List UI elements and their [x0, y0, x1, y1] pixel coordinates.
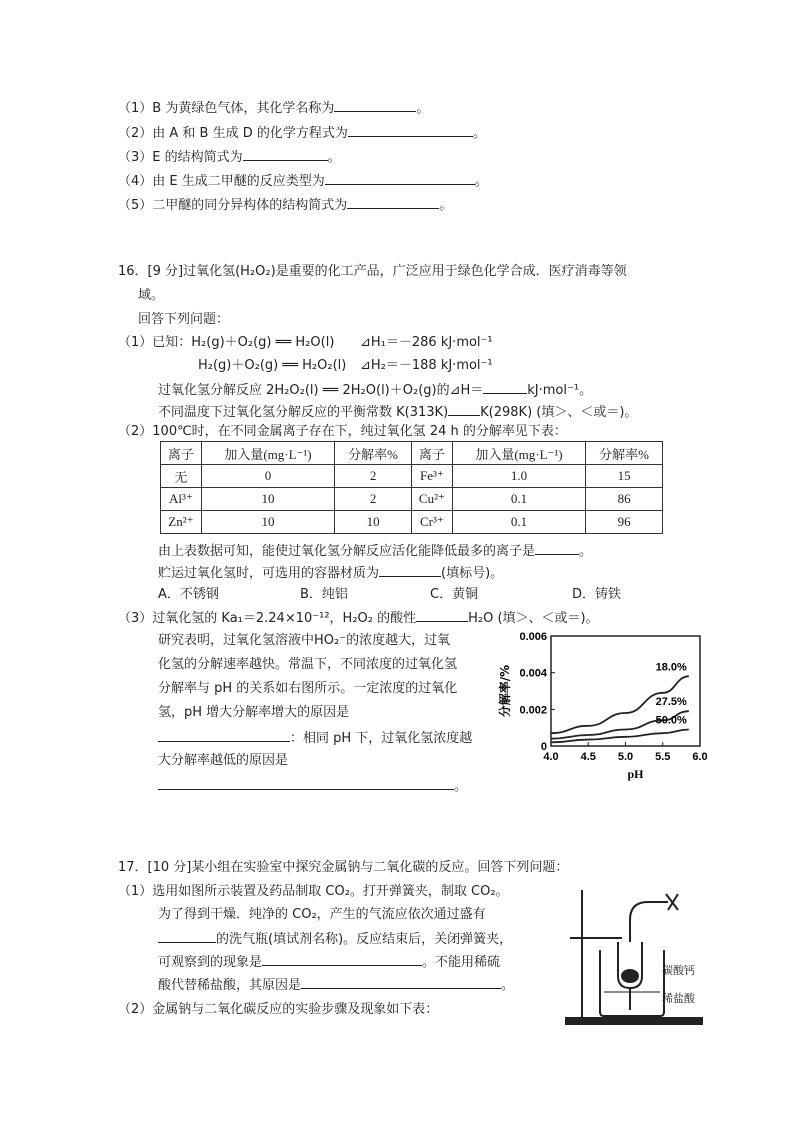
q15-line-5-text: （5）二甲醚的同分异构体的结构简式为 — [118, 198, 348, 213]
q16-part3-question-text: （3）过氧化氢的 Ka₁＝2.24×10⁻¹²，H₂O₂ 的酸性 — [118, 611, 417, 626]
stand-base — [566, 1018, 702, 1024]
answer-blank[interactable] — [348, 122, 473, 137]
q16-part1-question-text: 过氧化氢分解反应 2H₂O₂(l) ══ 2H₂O(l)＋O₂(g)的⊿H＝ — [158, 383, 484, 398]
table-cell: Zn²⁺ — [161, 511, 202, 534]
answer-blank[interactable] — [158, 928, 216, 943]
q15-line-3 — [118, 146, 341, 168]
series-label: 50.0% — [655, 714, 687, 727]
answer-blank[interactable] — [301, 974, 501, 989]
q16-part3-text-6: 大分解率越低的原因是 — [158, 753, 289, 768]
q17-part1-line5-text: 酸代替稀盐酸，其原因是 — [158, 978, 302, 993]
q16-part1-dh2: ⊿H₂＝－188 kJ·mol⁻¹ — [360, 358, 493, 373]
q16-part1-question — [158, 379, 592, 401]
q15-line-3-end: 。 — [327, 150, 341, 165]
q16-part3-text-7-end: 。 — [454, 779, 468, 794]
option-b[interactable]: B．纯铝 — [300, 587, 348, 602]
q16-part3-text-1: 研究表明，过氧化氢溶液中HO₂⁻的浓度越大，过氧 — [158, 633, 451, 648]
answer-blank[interactable] — [483, 379, 527, 394]
option-c[interactable]: C．黄铜 — [430, 587, 479, 602]
table-cell: 2 — [335, 488, 412, 511]
q16-part2-question1-text: 由上表数据可知，能使过氧化氢分解反应活化能降低最多的离子是 — [158, 544, 536, 559]
q17-part1-line5-end: 。 — [501, 978, 515, 993]
q15-line-5 — [118, 194, 452, 216]
table-header-row — [161, 442, 663, 465]
q17-part1-line5 — [158, 974, 514, 996]
answer-blank[interactable] — [416, 607, 468, 622]
decomposition-ph-chart — [495, 628, 720, 788]
table-cell: 0.1 — [452, 511, 585, 534]
answer-blank[interactable] — [535, 540, 579, 555]
q16-header: 16．[9 分]过氧化氢(H₂O₂)是重要的化工产品，广泛应用于绿色化学合成．医疗消毒等领 — [118, 264, 627, 279]
q16-part1-equilibrium-end: K(298K) (填＞、＜或＝)。 — [480, 405, 638, 420]
table-header-cell: 加入量(mg·L⁻¹) — [452, 442, 585, 465]
q16-part3-text-3: 分解率与 pH 的关系如右图所示。一定浓度的过氧化 — [158, 681, 458, 696]
table-cell: 0.1 — [452, 488, 585, 511]
table-cell: 2 — [335, 465, 412, 488]
answer-blank[interactable] — [379, 562, 441, 577]
table-row — [161, 488, 663, 511]
table-cell: 15 — [586, 465, 663, 488]
q15-line-5-end: 。 — [439, 198, 453, 213]
y-axis-label: 分解率/% — [498, 664, 512, 718]
q16-part2-question1-end: 。 — [579, 544, 593, 559]
q16-part1-question-end: kJ·mol⁻¹。 — [527, 383, 593, 398]
q15-line-1-end: 。 — [416, 101, 430, 116]
table-header-cell: 离子 — [161, 442, 202, 465]
chart-series — [551, 676, 689, 742]
q16-part3-question-end: H₂O (填＞、＜或＝)。 — [468, 611, 599, 626]
chart-labels — [497, 631, 708, 781]
calcium-carbonate — [621, 969, 639, 983]
q16-part3-text-5-end: ：相同 pH 下，过氧化氢浓度越 — [290, 731, 473, 746]
answer-blank[interactable] — [334, 97, 416, 112]
answer-blank[interactable] — [158, 727, 290, 742]
q16-part1-dh1: ⊿H₁＝－286 kJ·mol⁻¹ — [360, 335, 493, 350]
q16-part3-question — [118, 607, 599, 629]
option-d[interactable]: D．铸铁 — [572, 587, 622, 602]
q17-part1-line4 — [158, 951, 500, 973]
table-cell: 10 — [335, 511, 412, 534]
q15-line-2-text: （2）由 A 和 B 生成 D 的化学方程式为 — [118, 126, 348, 141]
y-tick-label: 0.002 — [519, 704, 547, 717]
table-cell: 10 — [201, 488, 334, 511]
x-tick-label: 6.0 — [692, 751, 708, 763]
q15-line-4-text: （4）由 E 生成二甲醚的反应类型为 — [118, 174, 325, 189]
table-cell: 86 — [586, 488, 663, 511]
q15-line-4-end: 。 — [474, 174, 488, 189]
table-header-cell: 加入量(mg·L⁻¹) — [201, 442, 334, 465]
table-header-cell: 分解率% — [586, 442, 663, 465]
table-cell: Fe³⁺ — [411, 465, 452, 488]
q15-line-1 — [118, 97, 429, 119]
gas-outlet-tube — [630, 902, 668, 920]
q16-part2-intro: （2）100℃时，在不同金属离子存在下，纯过氧化氢 24 h 的分解率见下表： — [118, 424, 567, 439]
q15-line-2-end: 。 — [472, 126, 486, 141]
co2-apparatus-figure — [560, 880, 710, 1030]
y-tick-label: 0.004 — [519, 667, 547, 680]
table-cell: 10 — [201, 511, 334, 534]
beaker — [600, 950, 664, 1016]
q16-part2-question1 — [158, 540, 592, 562]
table-header-cell: 离子 — [411, 442, 452, 465]
answer-blank[interactable] — [262, 951, 422, 966]
label-calcium-carbonate: 碳酸钙 — [662, 964, 695, 977]
x-tick-label: 4.5 — [580, 751, 596, 763]
table-cell: 无 — [161, 465, 202, 488]
y-tick-label: 0 — [540, 741, 547, 753]
q15-line-1-text: （1）B 为黄绿色气体，其化学名称为 — [118, 101, 335, 116]
q17-part1-line3 — [158, 928, 512, 950]
x-axis-label: pH — [627, 767, 644, 781]
table-row — [161, 511, 663, 534]
series-label: 18.0% — [655, 661, 687, 674]
q17-part1-line4-text: 可观察到的现象是 — [158, 955, 263, 970]
q17-part1-line1: （1）选用如图所示装置及药品制取 CO₂。打开弹簧夹，制取 CO₂。 — [118, 884, 509, 899]
q16-part3-text-2: 化氢的分解速率越快。常温下，不同浓度的过氧化氢 — [158, 657, 458, 672]
q16-part1-eq1: （1）已知：H₂(g)＋O₂(g) ══ H₂O(l) — [118, 335, 335, 350]
answer-blank[interactable] — [243, 146, 328, 161]
x-tick-label: 5.0 — [617, 751, 634, 763]
table-cell: Cr³⁺ — [411, 511, 452, 534]
option-a[interactable]: A．不锈钢 — [158, 587, 219, 602]
table-cell: 96 — [586, 511, 663, 534]
q16-part2-question2-text: 贮运过氧化氢时，可选用的容器材质为 — [158, 566, 380, 581]
table-cell: Cu²⁺ — [411, 488, 452, 511]
table-cell: Al³⁺ — [161, 488, 202, 511]
label-dilute-hcl: 稀盐酸 — [662, 992, 695, 1005]
answer-blank[interactable] — [325, 170, 475, 185]
q16-part2-question2 — [158, 562, 503, 584]
decomposition-table — [160, 441, 663, 534]
table-row — [161, 465, 663, 488]
q16-part1-equilibrium — [158, 401, 637, 423]
q17-header: 17．[10 分]某小组在实验室中探究金属钠与二氧化碳的反应。回答下列问题： — [118, 860, 569, 875]
q15-line-4 — [118, 170, 488, 192]
q17-part1-line2: 为了得到干燥．纯净的 CO₂，产生的气流应依次通过盛有 — [158, 907, 486, 922]
q16-part3-text-5 — [158, 727, 472, 749]
series-label: 27.5% — [655, 696, 687, 709]
table-cell: 1.0 — [452, 465, 585, 488]
q16-header-cont: 域。 — [138, 288, 165, 303]
answer-blank[interactable] — [158, 775, 454, 790]
q16-part1-equilibrium-text: 不同温度下过氧化氢分解反应的平衡常数 K(313K) — [158, 405, 449, 420]
x-tick-label: 4.0 — [543, 751, 559, 763]
table-cell: 0 — [201, 465, 334, 488]
answer-blank[interactable] — [347, 194, 439, 209]
table-header-cell: 分解率% — [335, 442, 412, 465]
x-tick-label: 5.5 — [655, 751, 671, 763]
q17-part1-line3-text: 的洗气瓶(填试剂名称)。反应结束后，关闭弹簧夹， — [216, 932, 513, 947]
q16-part1-eq2: H₂(g)＋O₂(g) ══ H₂O₂(l) — [198, 358, 347, 373]
q16-part2-question2-end: (填标号)。 — [441, 566, 504, 581]
q16-part3-text-4: 氢，pH 增大分解率增大的原因是 — [158, 705, 350, 720]
q17-part1-line4-end: 。不能用稀硫 — [422, 955, 501, 970]
q16-intro: 回答下列问题： — [138, 312, 230, 327]
q16-part3-text-7 — [158, 775, 467, 797]
q15-line-2 — [118, 122, 486, 144]
answer-blank[interactable] — [448, 401, 480, 416]
y-tick-label: 0.006 — [519, 631, 547, 643]
q17-part2-intro: （2）金属钠与二氧化碳反应的实验步骤及现象如下表： — [118, 1002, 439, 1017]
q15-line-3-text: （3）E 的结构简式为 — [118, 150, 243, 165]
